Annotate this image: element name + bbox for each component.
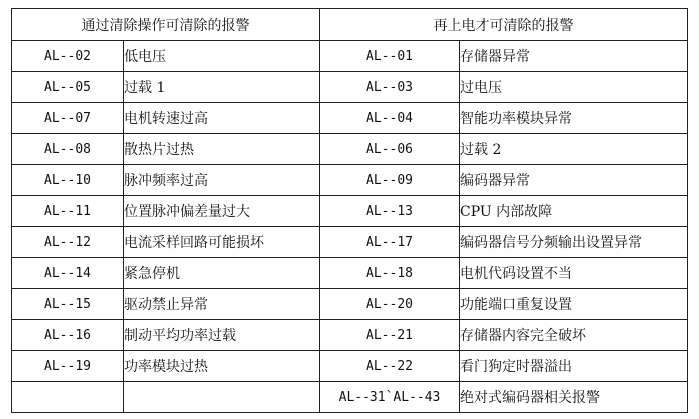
left-alarm-description	[124, 382, 320, 413]
right-alarm-description: 绝对式编码器相关报警	[460, 382, 688, 413]
left-alarm-code: AL--15	[12, 289, 124, 320]
right-alarm-code: AL--20	[320, 289, 460, 320]
table-row	[12, 382, 688, 413]
table-row	[12, 72, 688, 103]
right-alarm-description: 看门狗定时器溢出	[460, 351, 688, 382]
right-alarm-code: AL--06	[320, 134, 460, 165]
left-alarm-description: 过载 1	[124, 72, 320, 103]
header-clearable-by-repower: 再上电才可清除的报警	[320, 9, 688, 41]
left-alarm-description: 制动平均功率过载	[124, 320, 320, 351]
left-alarm-description: 位置脉冲偏差量过大	[124, 196, 320, 227]
right-alarm-code: AL--31`AL--43	[320, 382, 460, 413]
left-alarm-description: 电流采样回路可能损坏	[124, 227, 320, 258]
right-alarm-code: AL--18	[320, 258, 460, 289]
left-alarm-code: AL--08	[12, 134, 124, 165]
alarm-table-body	[12, 41, 688, 413]
left-alarm-code: AL--07	[12, 103, 124, 134]
right-alarm-description: 功能端口重复设置	[460, 289, 688, 320]
left-alarm-description: 功率模块过热	[124, 351, 320, 382]
left-alarm-code: AL--16	[12, 320, 124, 351]
table-row	[12, 227, 688, 258]
left-alarm-code: AL--12	[12, 227, 124, 258]
left-alarm-code: AL--02	[12, 41, 124, 72]
right-alarm-code: AL--21	[320, 320, 460, 351]
left-alarm-code: AL--10	[12, 165, 124, 196]
right-alarm-description: 过载 2	[460, 134, 688, 165]
left-alarm-description: 驱动禁止异常	[124, 289, 320, 320]
right-alarm-description: 智能功率模块异常	[460, 103, 688, 134]
table-row	[12, 103, 688, 134]
left-alarm-code	[12, 382, 124, 413]
table-row	[12, 41, 688, 72]
header-row	[12, 9, 688, 41]
table-row	[12, 196, 688, 227]
right-alarm-code: AL--22	[320, 351, 460, 382]
left-alarm-description: 电机转速过高	[124, 103, 320, 134]
right-alarm-description: CPU 内部故障	[460, 196, 688, 227]
header-clearable-by-reset: 通过清除操作可清除的报警	[12, 9, 320, 41]
right-alarm-code: AL--03	[320, 72, 460, 103]
right-alarm-description: 存储器异常	[460, 41, 688, 72]
alarm-table	[11, 8, 688, 413]
right-alarm-description: 电机代码设置不当	[460, 258, 688, 289]
table-row	[12, 258, 688, 289]
table-row	[12, 134, 688, 165]
table-row	[12, 320, 688, 351]
right-alarm-code: AL--04	[320, 103, 460, 134]
table-row	[12, 351, 688, 382]
right-alarm-description: 存储器内容完全破坏	[460, 320, 688, 351]
right-alarm-code: AL--01	[320, 41, 460, 72]
left-alarm-description: 低电压	[124, 41, 320, 72]
right-alarm-code: AL--09	[320, 165, 460, 196]
left-alarm-description: 散热片过热	[124, 134, 320, 165]
right-alarm-code: AL--13	[320, 196, 460, 227]
right-alarm-description: 编码器信号分频输出设置异常	[460, 227, 688, 258]
left-alarm-code: AL--11	[12, 196, 124, 227]
table-row	[12, 165, 688, 196]
left-alarm-code: AL--19	[12, 351, 124, 382]
right-alarm-description: 过电压	[460, 72, 688, 103]
right-alarm-code: AL--17	[320, 227, 460, 258]
right-alarm-description: 编码器异常	[460, 165, 688, 196]
left-alarm-description: 紧急停机	[124, 258, 320, 289]
table-row	[12, 289, 688, 320]
left-alarm-code: AL--05	[12, 72, 124, 103]
left-alarm-description: 脉冲频率过高	[124, 165, 320, 196]
left-alarm-code: AL--14	[12, 258, 124, 289]
